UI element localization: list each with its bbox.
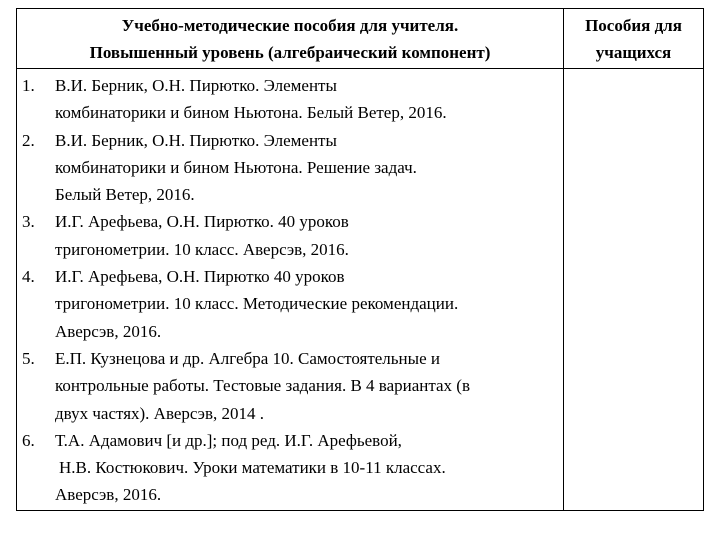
- teacher-manuals-column: [17, 9, 564, 510]
- item-line: двух частях). Аверсэв, 2014 .: [55, 403, 264, 423]
- item-line: тригонометрии. 10 класс. Аверсэв, 2016.: [55, 239, 349, 259]
- manuals-table: [16, 8, 704, 511]
- item-text: [55, 127, 555, 209]
- list-item: [17, 427, 563, 509]
- item-line: Т.А. Адамович [и др.]; под ред. И.Г. Арефьевой,: [55, 430, 402, 450]
- item-text: [55, 427, 555, 509]
- student-header-line-2: учащихся: [595, 43, 672, 62]
- item-line: контрольные работы. Тестовые задания. В 4 вариантах (в: [55, 376, 470, 396]
- list-item: [17, 263, 563, 345]
- item-number: 2.: [22, 130, 35, 150]
- teacher-header-line-1: Учебно-методические пособия для учителя.: [121, 16, 459, 35]
- item-number: 6.: [22, 430, 35, 450]
- student-manuals-column: [564, 9, 703, 510]
- item-line: В.И. Берник, О.Н. Пирютко. Элементы: [55, 76, 337, 95]
- item-line: В.И. Берник, О.Н. Пирютко. Элементы: [55, 130, 337, 150]
- item-number: 4.: [22, 267, 35, 287]
- list-item: [17, 127, 563, 209]
- item-line: комбинаторики и бином Ньютона. Белый Ветер, 2016.: [55, 103, 447, 123]
- item-line: Аверсэв, 2016.: [55, 485, 162, 505]
- item-line: Е.П. Кузнецова и др. Алгебра 10. Самостоятельные и: [55, 348, 440, 368]
- teacher-manuals-list: [17, 69, 563, 509]
- item-line: тригонометрии. 10 класс. Методические рекомендации.: [55, 294, 459, 314]
- item-text: [55, 263, 555, 345]
- item-line: Аверсэв, 2016.: [55, 321, 162, 341]
- item-line: И.Г. Арефьева, О.Н. Пирютко. 40 уроков: [55, 212, 349, 232]
- item-line: Н.В. Костюкович. Уроки математики в 10-11 классах.: [59, 458, 446, 478]
- item-text: [55, 208, 555, 263]
- item-number: 5.: [22, 348, 35, 368]
- item-number: 1.: [22, 76, 35, 95]
- item-text: [55, 72, 555, 127]
- list-item: [17, 345, 563, 427]
- student-manuals-header: [564, 9, 703, 69]
- item-text: [55, 345, 555, 427]
- item-line: Белый Ветер, 2016.: [55, 185, 195, 205]
- list-item: [17, 208, 563, 263]
- item-line: комбинаторики и бином Ньютона. Решение задач.: [55, 157, 417, 177]
- item-line: И.Г. Арефьева, О.Н. Пирютко 40 уроков: [55, 267, 345, 287]
- teacher-header-line-2: Повышенный уровень (алгебраический компонент): [89, 43, 491, 62]
- list-item: [17, 72, 563, 127]
- student-header-line-1: Пособия для: [585, 16, 682, 35]
- teacher-manuals-header: [17, 9, 563, 69]
- item-number: 3.: [22, 212, 35, 232]
